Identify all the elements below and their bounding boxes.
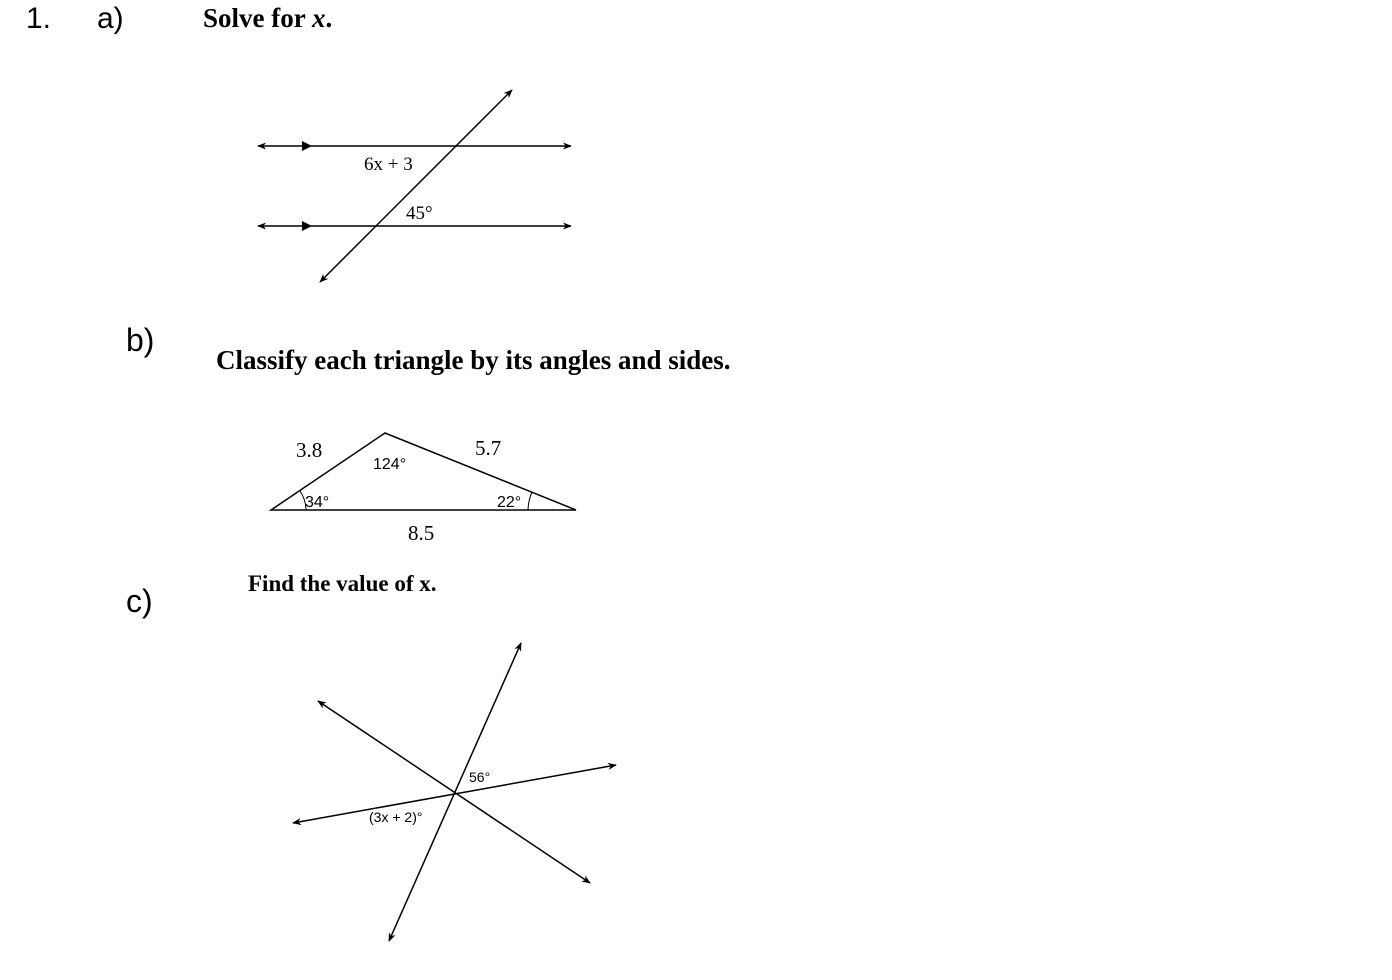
figure-b-side-right: 5.7 [475, 436, 502, 460]
figure-b-angle-top: 124° [373, 456, 407, 473]
figure-a-angle-expression: 6x + 3 [364, 154, 413, 175]
part-a-instruction-prefix: Solve for [203, 3, 312, 33]
part-c-instruction: Find the value of x. [248, 571, 437, 596]
part-c-label: c) [126, 583, 153, 619]
figure-a-bottom-parallel-mark [302, 221, 312, 231]
figure-b-angle-arc-right [528, 492, 532, 510]
figure-c-line-diagonal [318, 701, 590, 883]
figure-a-top-parallel-mark [302, 141, 312, 151]
figure-b-angle-left: 34° [305, 494, 330, 511]
figure-a-transversal [320, 90, 512, 282]
part-a-label: a) [97, 2, 124, 35]
figure-c-given-angle: 56° [469, 769, 491, 785]
figure-b-angle-right: 22° [497, 494, 522, 511]
figure-a-parallel-lines [258, 90, 571, 282]
part-a-instruction-variable: x [312, 3, 326, 33]
figure-b-side-left: 3.8 [296, 438, 323, 462]
figure-b-triangle [271, 433, 576, 545]
figure-b-side-bottom: 8.5 [408, 521, 435, 545]
figure-c-angle-expression: (3x + 2)° [369, 809, 423, 825]
figure-c-intersecting-lines [293, 643, 616, 941]
part-a-instruction-suffix: . [325, 3, 333, 33]
problem-number: 1. [26, 2, 52, 35]
figure-a-given-angle: 45° [406, 203, 433, 224]
figure-c-line-shallow [293, 765, 616, 823]
part-b-instruction: Classify each triangle by its angles and sides. [216, 345, 731, 375]
part-b-label: b) [126, 322, 155, 358]
